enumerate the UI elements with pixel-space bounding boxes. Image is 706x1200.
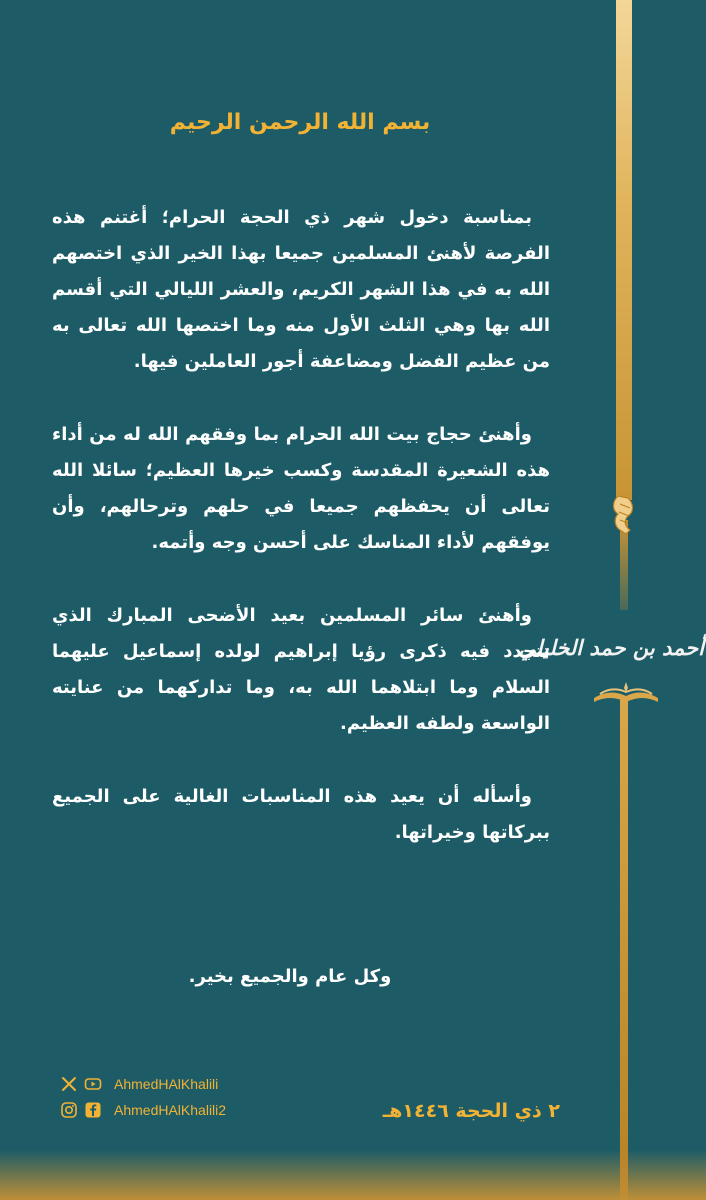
paragraph: وأهنئ سائر المسلمين بعيد الأضحى المبارك الذي تتجدد فيه ذكرى رؤيا إبراهيم لولده إسماعيل عليهما السلام وما ابتلاهما الله به، وما تداركهما من عنايته الواسعة ولطفه العظيم. bbox=[52, 605, 550, 734]
social-handle[interactable]: AhmedHAlKhalili2 bbox=[114, 1102, 227, 1118]
social-handle[interactable]: AhmedHAlKhalili bbox=[114, 1076, 219, 1092]
gold-line-lower bbox=[620, 700, 628, 1200]
facebook-icon[interactable] bbox=[84, 1101, 102, 1119]
x-icon[interactable] bbox=[60, 1075, 78, 1093]
page-title: بسم الله الرحمن الرحيم bbox=[169, 110, 431, 135]
paragraph: وأسأله أن يعيد هذه المناسبات الغالية على الجميع ببركاتها وخيراتها. bbox=[52, 786, 550, 843]
message-body bbox=[52, 200, 550, 888]
paragraph: بمناسبة دخول شهر ذي الحجة الحرام؛ أغتنم هذه الفرصة لأهنئ المسلمين جميعا بهذا الخير الذي اختصهم الله به في هذا الشهر الكريم، والعشر الليالي التي أقسم الله بها وهي الثلث الأول منه وما اختصها الله تعالى به من عظيم الفضل ومضاعفة أجور العاملين فيها. bbox=[52, 207, 550, 372]
closing-line: وكل عام والجميع بخير. bbox=[188, 966, 392, 987]
social-row-1 bbox=[60, 1072, 218, 1096]
paragraph: وأهنئ حجاج بيت الله الحرام بما وفقهم الله له من أداء هذه الشعيرة المقدسة وكسب خيرها العظيم؛ سائلا الله تعالى أن يحفظهم جميعا في حلهم وترحالهم، وأن يوفقهم لأداء المناسك على أحسن وجه وأتمه. bbox=[52, 424, 550, 553]
gold-fade-bottom bbox=[0, 1150, 706, 1200]
handshake-icon bbox=[604, 490, 644, 540]
instagram-icon[interactable] bbox=[60, 1101, 78, 1119]
gold-strip-upper bbox=[616, 0, 632, 500]
hijri-date: ٢ ذي الحجة ١٤٤٦هـ bbox=[382, 1100, 560, 1122]
youtube-icon[interactable] bbox=[84, 1075, 102, 1093]
open-book-icon bbox=[590, 676, 662, 706]
signature: أحمد بن حمد الخليلي bbox=[518, 635, 704, 660]
social-row-2 bbox=[60, 1098, 226, 1122]
